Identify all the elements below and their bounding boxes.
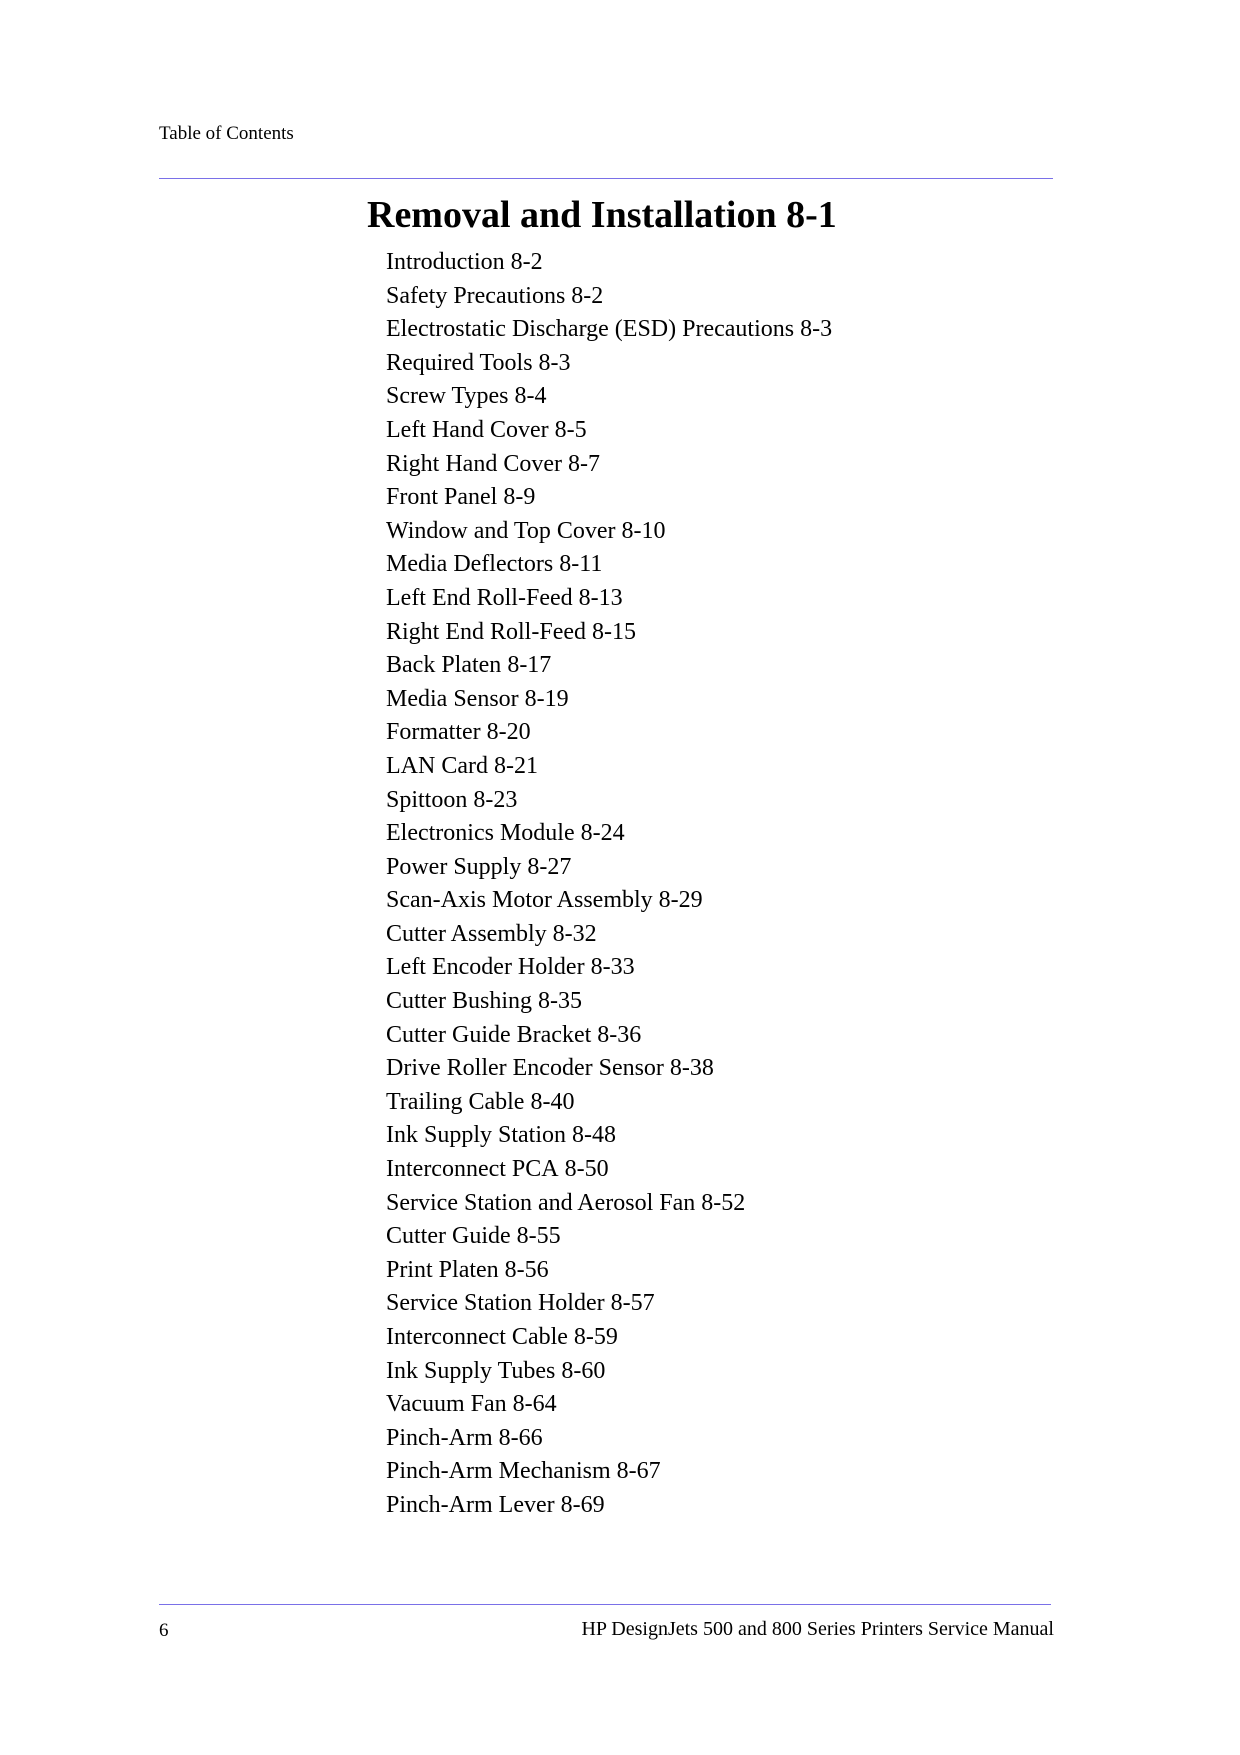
toc-entry-title: Introduction xyxy=(386,249,505,275)
toc-entry-page: 8-5 xyxy=(554,416,587,443)
toc-entry-page: 8-56 xyxy=(504,1256,549,1283)
toc-entry-title: Cutter Guide xyxy=(386,1223,511,1250)
toc-entry-page: 8-40 xyxy=(530,1088,575,1115)
toc-entry[interactable] xyxy=(386,1052,832,1086)
toc-entry-title: Front Panel xyxy=(386,484,498,511)
toc-entry-page: 8-24 xyxy=(580,820,625,847)
toc-entry-page: 8-17 xyxy=(507,652,552,679)
toc-entry-page: 8-48 xyxy=(572,1122,617,1149)
toc-entry-title: Pinch-Arm xyxy=(386,1424,493,1451)
toc-entry-page: 8-57 xyxy=(610,1290,655,1317)
toc-entry-title: Left Encoder Holder xyxy=(386,954,585,981)
toc-entry-page: 8-64 xyxy=(512,1391,557,1418)
toc-entry-title: Media Sensor xyxy=(386,685,519,712)
toc-entry-page: 8-10 xyxy=(621,517,666,544)
toc-entry-title: Electrostatic Discharge (ESD) Precautions xyxy=(386,316,795,343)
toc-entry[interactable] xyxy=(386,1388,832,1422)
toc-entry-page: 8-59 xyxy=(573,1324,618,1350)
toc-entry[interactable] xyxy=(386,750,832,784)
toc-entry-page: 8-23 xyxy=(473,786,518,813)
toc-entry[interactable] xyxy=(386,851,832,885)
toc-entry[interactable] xyxy=(386,884,832,918)
toc-entry-title: Vacuum Fan xyxy=(386,1391,507,1418)
toc-entry-page: 8-15 xyxy=(592,618,636,645)
toc-entry[interactable] xyxy=(386,246,832,280)
toc-entry-page: 8-35 xyxy=(538,988,583,1015)
toc-entry-page: 8-7 xyxy=(567,450,600,477)
section-title: Removal and Installation 8-1 xyxy=(367,194,837,236)
toc-entry-title: Formatter xyxy=(386,719,481,746)
toc-entry[interactable] xyxy=(386,414,832,448)
toc-entry[interactable] xyxy=(386,683,832,717)
toc-entry-title: Pinch-Arm Lever xyxy=(386,1491,555,1518)
toc-entry-page: 8-67 xyxy=(616,1458,661,1485)
toc-entry-page: 8-11 xyxy=(559,551,603,578)
toc-entry[interactable] xyxy=(386,481,832,515)
toc-entry-page: 8-4 xyxy=(514,383,547,410)
toc-entry-title: Print Platen xyxy=(386,1256,499,1283)
toc-entry[interactable] xyxy=(386,1220,832,1254)
toc-entry-title: Service Station Holder xyxy=(386,1290,605,1317)
toc-entry-page: 8-27 xyxy=(527,853,572,880)
toc-entry-title: Safety Precautions xyxy=(386,282,566,309)
toc-entry-title: Back Platen xyxy=(386,652,502,679)
toc-entry-title: Cutter Guide Bracket xyxy=(386,1021,592,1048)
toc-entry-page: 8-29 xyxy=(658,887,703,914)
page-number: 6 xyxy=(159,1620,169,1641)
toc-entry-page: 8-2 xyxy=(571,282,604,309)
toc-entry-page: 8-9 xyxy=(503,484,536,511)
toc-entry[interactable] xyxy=(386,1489,832,1523)
toc-entry-title: Left End Roll-Feed xyxy=(386,584,573,611)
toc-entry[interactable] xyxy=(386,280,832,314)
toc-entry-page: 8-13 xyxy=(578,584,623,611)
toc-entry[interactable] xyxy=(386,1187,832,1221)
toc-entry[interactable] xyxy=(386,1321,832,1355)
toc-entry[interactable] xyxy=(386,1422,832,1456)
toc-entry-title: Trailing Cable xyxy=(386,1088,525,1115)
toc-entry-title: Left Hand Cover xyxy=(386,416,549,443)
toc-entry-title: Power Supply xyxy=(386,853,522,880)
toc-entry-title: Screw Types xyxy=(386,383,509,410)
toc-entry-page: 8-3 xyxy=(538,349,571,376)
toc-entry[interactable] xyxy=(386,784,832,818)
toc-entry[interactable] xyxy=(386,985,832,1019)
toc-entry-page: 8-19 xyxy=(524,685,569,712)
toc-entry[interactable] xyxy=(386,716,832,750)
toc-entry-title: LAN Card xyxy=(386,752,488,779)
toc-entry-page: 8-50 xyxy=(564,1156,609,1183)
toc-entry-title: Interconnect Cable xyxy=(386,1324,568,1350)
toc-entry-title: Electronics Module xyxy=(386,820,575,847)
toc-entry-title: Required Tools xyxy=(386,349,533,376)
toc-entry-page: 8-36 xyxy=(597,1021,642,1048)
toc-entry-title: Right Hand Cover xyxy=(386,450,562,477)
toc-entry[interactable] xyxy=(386,1287,832,1321)
toc-entry[interactable] xyxy=(386,1153,832,1187)
toc-entry-title: Ink Supply Station xyxy=(386,1122,567,1149)
toc-entry[interactable] xyxy=(386,649,832,683)
running-header: Table of Contents xyxy=(159,123,294,144)
toc-entry[interactable] xyxy=(386,1086,832,1120)
toc-entry-title: Service Station and Aerosol Fan xyxy=(386,1189,696,1216)
toc-entry-title: Drive Roller Encoder Sensor xyxy=(386,1055,664,1082)
toc-entry-title: Cutter Bushing xyxy=(386,988,533,1015)
toc-entry-page: 8-60 xyxy=(561,1357,606,1384)
toc-entry-title: Ink Supply Tubes xyxy=(386,1357,556,1384)
toc-entry-page: 8-38 xyxy=(669,1055,714,1082)
toc-entry-page: 8-2 xyxy=(510,249,543,275)
toc-entry-page: 8-66 xyxy=(498,1424,543,1451)
toc-entry[interactable] xyxy=(386,817,832,851)
toc-entry-title: Media Deflectors xyxy=(386,551,554,578)
toc-entry[interactable] xyxy=(386,918,832,952)
toc-entry-page: 8-20 xyxy=(486,719,531,746)
footer-document-title: HP DesignJets 500 and 800 Series Printers Service Manual xyxy=(581,1618,1054,1640)
toc-entry[interactable] xyxy=(386,313,832,347)
toc-entry[interactable] xyxy=(386,347,832,381)
footer-rule xyxy=(159,1604,1051,1605)
toc-entry-page: 8-52 xyxy=(701,1189,746,1216)
toc-entry[interactable] xyxy=(386,1455,832,1489)
toc-entry[interactable] xyxy=(386,1254,832,1288)
toc-entry-title: Spittoon xyxy=(386,786,468,813)
toc-entry[interactable] xyxy=(386,1119,832,1153)
toc-entry-page: 8-55 xyxy=(516,1223,561,1250)
toc-entry-title: Cutter Assembly xyxy=(386,920,547,947)
toc-entry-page: 8-21 xyxy=(493,752,538,779)
toc-entry-title: Right End Roll-Feed xyxy=(386,618,586,645)
toc-entry[interactable] xyxy=(386,448,832,482)
toc-entry-title: Window and Top Cover xyxy=(386,517,616,544)
toc-entry-page: 8-33 xyxy=(590,954,635,981)
toc-entry[interactable] xyxy=(386,616,832,650)
toc-list xyxy=(386,246,832,1523)
toc-entry-page: 8-32 xyxy=(552,920,597,947)
toc-entry[interactable] xyxy=(386,548,832,582)
toc-entry[interactable] xyxy=(386,1355,832,1389)
toc-entry-page: 8-69 xyxy=(560,1491,605,1518)
toc-entry[interactable] xyxy=(386,380,832,414)
header-rule xyxy=(159,178,1053,179)
toc-entry-title: Pinch-Arm Mechanism xyxy=(386,1458,611,1485)
toc-entry-title: Scan-Axis Motor Assembly xyxy=(386,887,653,914)
toc-entry[interactable] xyxy=(386,515,832,549)
toc-entry[interactable] xyxy=(386,1019,832,1053)
toc-entry-title: Interconnect PCA xyxy=(386,1156,559,1183)
toc-entry[interactable] xyxy=(386,582,832,616)
toc-entry-page: 8-3 xyxy=(800,316,833,343)
toc-entry[interactable] xyxy=(386,951,832,985)
